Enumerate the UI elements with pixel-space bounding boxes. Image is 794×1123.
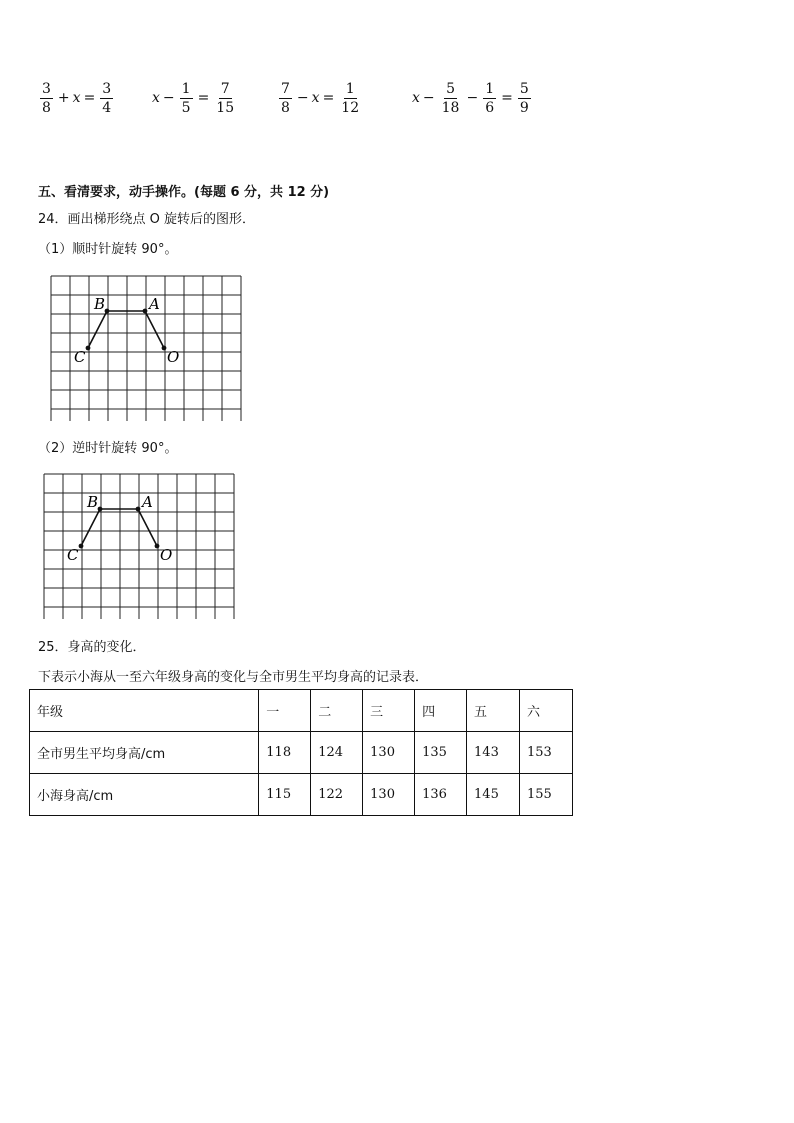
fraction: $\frac{5}{9}$ (519, 80, 529, 116)
question-24-part-1: （1）顺时针旋转 90°。 (38, 242, 178, 257)
fraction: $\frac{3}{4}$ (102, 80, 112, 116)
rotation-grid-1 (50, 275, 244, 421)
row-label: 全市男生平均身高/cm (30, 732, 259, 774)
rotation-grid-2 (43, 473, 237, 619)
table-cell: 115 (259, 774, 311, 816)
height-table (29, 689, 573, 816)
equation-3: $\frac{7}{8}$ − x = $\frac{1}{12}$ (281, 80, 360, 116)
table-cell: 124 (311, 732, 363, 774)
header-cell: 五 (467, 690, 520, 732)
header-cell: 二 (311, 690, 363, 732)
table-row (30, 732, 573, 774)
equation-1: $\frac{3}{8}$ + x = $\frac{3}{4}$ (42, 80, 112, 116)
fraction: $\frac{1}{5}$ (181, 80, 191, 116)
point-o (162, 346, 167, 351)
row-label: 小海身高/cm (30, 774, 259, 816)
header-cell: 三 (363, 690, 415, 732)
question-25: 25．身高的变化． (38, 640, 146, 655)
table-header-row (30, 690, 573, 732)
label-b: B (94, 295, 106, 313)
table-cell: 118 (259, 732, 311, 774)
point-b (105, 309, 110, 314)
point-b (98, 507, 103, 512)
table-cell: 130 (363, 732, 415, 774)
label-o: O (167, 348, 180, 366)
fraction: $\frac{7}{15}$ (216, 80, 235, 116)
label-o: O (160, 546, 173, 564)
table-row (30, 774, 573, 816)
point-o (155, 544, 160, 549)
label-c: C (74, 348, 86, 366)
question-24-part-2: （2）逆时针旋转 90°。 (38, 441, 178, 456)
label-a: A (142, 493, 153, 511)
fraction: $\frac{1}{6}$ (485, 80, 495, 116)
table-cell: 136 (415, 774, 467, 816)
fraction: $\frac{5}{18}$ (441, 80, 460, 116)
fraction: $\frac{1}{12}$ (341, 80, 360, 116)
trapezoid-outline (81, 509, 157, 546)
fraction: $\frac{7}{8}$ (281, 80, 290, 116)
table-cell: 130 (363, 774, 415, 816)
point-a (143, 309, 148, 314)
header-cell: 年级 (30, 690, 259, 732)
equation-4: x − $\frac{5}{18}$ − $\frac{1}{6}$ = $\frac{5}{9}$ (412, 80, 529, 116)
equation-2: x − $\frac{1}{5}$ = $\frac{7}{15}$ (152, 80, 235, 116)
question-25-intro: 下表示小海从一至六年级身高的变化与全市男生平均身高的记录表． (38, 670, 429, 685)
table-cell: 135 (415, 732, 467, 774)
table-cell: 145 (467, 774, 520, 816)
point-c (79, 544, 84, 549)
header-cell: 六 (519, 690, 572, 732)
section-title: 五、看清要求，动手操作。(每题 6 分，共 12 分) (38, 185, 330, 200)
header-cell: 一 (259, 690, 311, 732)
point-a (136, 507, 141, 512)
fraction: $\frac{3}{8}$ (42, 80, 51, 116)
header-cell: 四 (415, 690, 467, 732)
table-cell: 122 (311, 774, 363, 816)
table-cell: 155 (519, 774, 572, 816)
point-c (86, 346, 91, 351)
question-24: 24．画出梯形绕点 O 旋转后的图形． (38, 212, 256, 227)
trapezoid-outline (88, 311, 164, 348)
table-cell: 153 (519, 732, 572, 774)
label-b: B (87, 493, 99, 511)
label-a: A (149, 295, 160, 313)
label-c: C (67, 546, 79, 564)
table-cell: 143 (467, 732, 520, 774)
